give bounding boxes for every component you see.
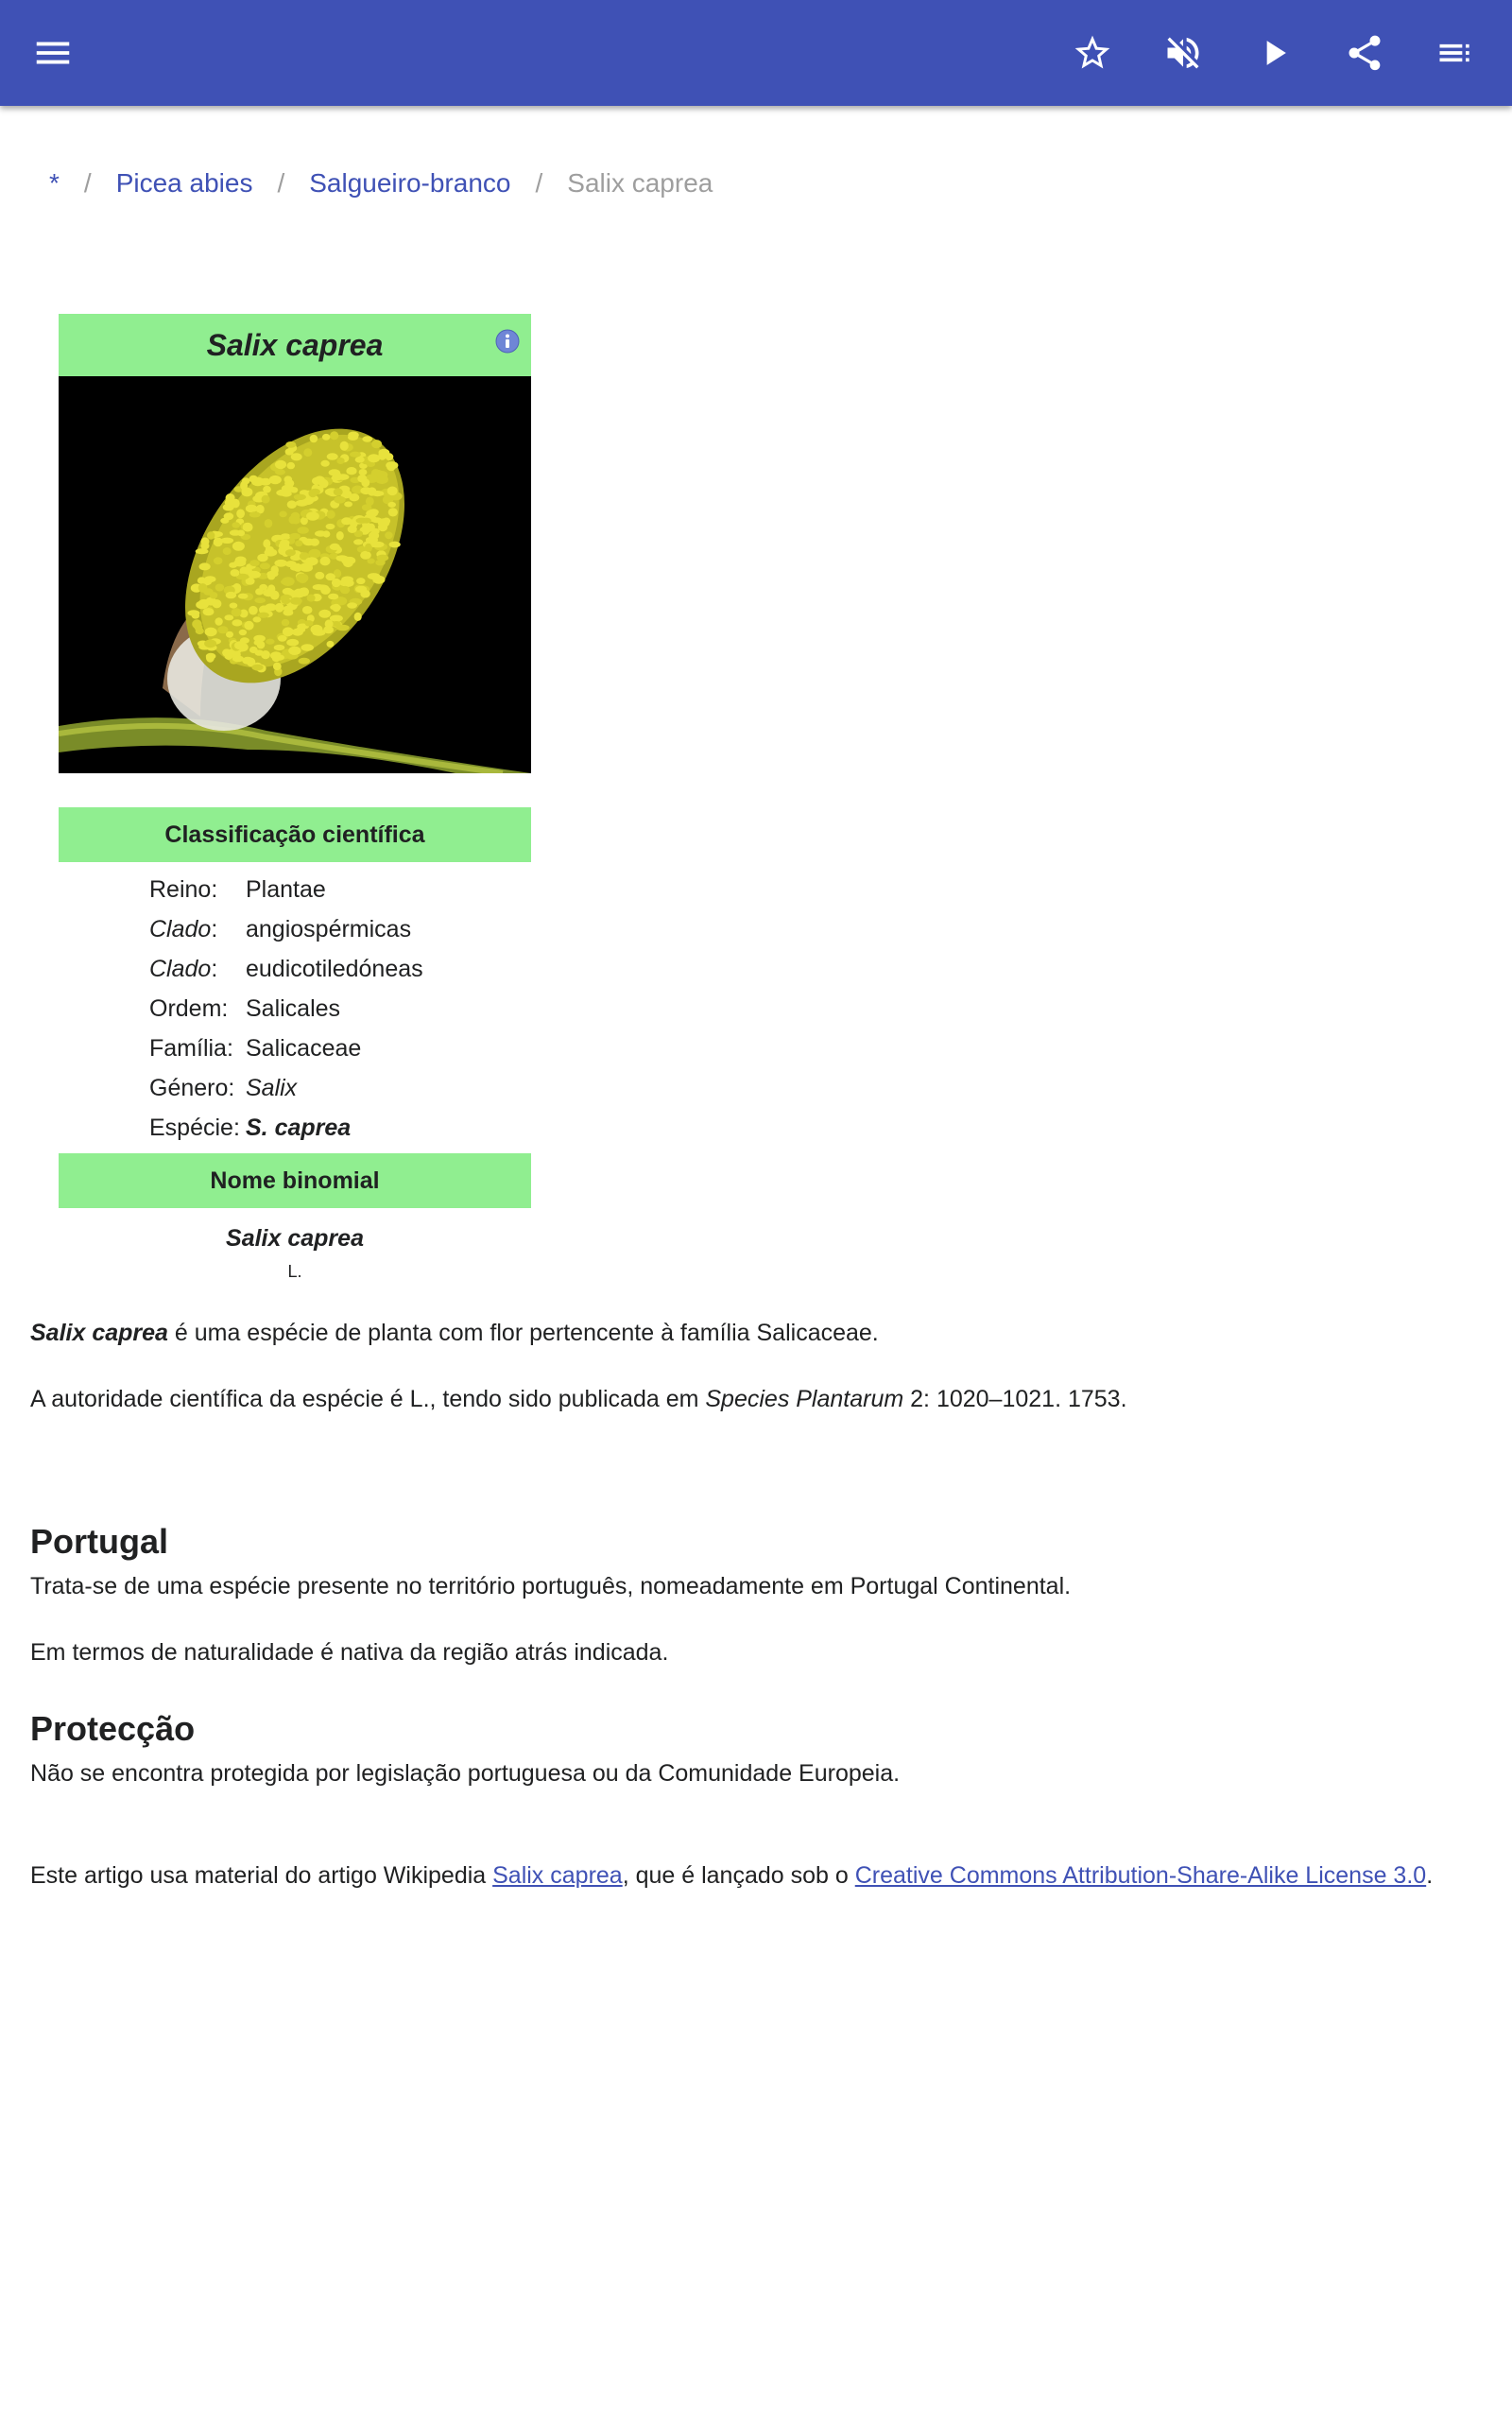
license-link[interactable]: Creative Commons Attribution-Share-Alike License 3.0 — [854, 1862, 1427, 1889]
taxonomy-value: Plantae — [246, 875, 326, 903]
intro-text: é uma espécie de planta com flor pertencente à família Salicaceae. — [167, 1320, 879, 1346]
heading-portugal: Portugal — [30, 1522, 169, 1561]
attribution-text-before: Este artigo usa material do artigo Wikipedia — [30, 1862, 493, 1889]
taxonomy-key — [149, 956, 246, 983]
taxonomy-key: Género: — [149, 1074, 235, 1101]
taxonomy-value: Salix — [246, 1074, 298, 1101]
breadcrumb-picea-abies[interactable]: Picea abies — [115, 168, 253, 198]
star-outline-icon — [1072, 32, 1113, 74]
wikipedia-article-link[interactable]: Salix caprea — [492, 1862, 623, 1889]
binomial-name: Salix caprea — [226, 1225, 364, 1252]
contents-button[interactable] — [1410, 8, 1501, 98]
breadcrumb-current: Salix caprea — [567, 168, 713, 198]
intro-species-name: Salix caprea — [30, 1320, 168, 1346]
taxonomy-value: Salicales — [246, 994, 341, 1022]
heading-proteccao: Protecção — [30, 1709, 196, 1748]
breadcrumb-separator: / — [83, 168, 92, 198]
mute-button[interactable] — [1138, 8, 1228, 98]
taxonomy-row — [149, 870, 531, 909]
attribution-text-after: . — [1426, 1862, 1434, 1889]
attribution-paragraph — [30, 1862, 1433, 1890]
authority-text-after: 2: 1020–1021. 1753. — [903, 1386, 1127, 1412]
play-button[interactable] — [1228, 8, 1319, 98]
taxonomy-value: Salicaceae — [246, 1034, 362, 1062]
infobox-title — [59, 314, 531, 376]
proteccao-paragraph: Não se encontra protegida por legislação portuguesa ou da Comunidade Europeia. — [30, 1760, 901, 1787]
taxonomy-key-colon: : — [211, 915, 218, 942]
intro-paragraph — [30, 1320, 879, 1347]
taxonomy-row — [149, 1028, 531, 1068]
authority-text-before: A autoridade científica da espécie é L., tendo sido publicada em — [30, 1386, 706, 1412]
breadcrumb-separator: / — [535, 168, 543, 198]
taxonomy-row — [149, 1108, 531, 1148]
taxonomy-key: Reino: — [149, 875, 218, 903]
binomial-authority: L. — [287, 1262, 302, 1281]
menu-button[interactable] — [25, 28, 81, 78]
breadcrumb-home[interactable]: * — [49, 168, 60, 198]
breadcrumb — [49, 168, 713, 199]
breadcrumb-salgueiro-branco[interactable]: Salgueiro-branco — [309, 168, 511, 198]
taxonomy-key: Família: — [149, 1034, 233, 1062]
taxonomy-key: Espécie: — [149, 1114, 240, 1141]
taxonomy-row — [149, 909, 531, 949]
taxonomy-table — [59, 870, 531, 1148]
taxonomy-row — [149, 1068, 531, 1108]
app-bar — [0, 0, 1512, 106]
playlist-icon — [1435, 32, 1476, 74]
menu-icon — [31, 31, 75, 75]
breadcrumb-separator: / — [277, 168, 285, 198]
taxonomy-row — [149, 989, 531, 1028]
share-button[interactable] — [1319, 8, 1410, 98]
authority-paragraph — [30, 1386, 1127, 1413]
taxonomy-key-italic[interactable]: Clado — [149, 915, 212, 942]
info-icon[interactable] — [495, 329, 520, 354]
taxonomy-value: S. caprea — [246, 1114, 352, 1141]
play-icon — [1253, 32, 1295, 74]
taxonomy-key-colon: : — [211, 955, 218, 982]
section-classification: Classificação científica — [59, 807, 531, 862]
volume-off-icon — [1162, 32, 1204, 74]
authority-publication: Species Plantarum — [705, 1386, 904, 1412]
catkin-photo[interactable] — [59, 376, 531, 773]
taxonomy-key: Ordem: — [149, 994, 229, 1022]
portugal-paragraph-2: Em termos de naturalidade é nativa da região atrás indicada. — [30, 1639, 669, 1666]
bookmark-button[interactable] — [1047, 8, 1138, 98]
section-binomial: Nome binomial — [59, 1153, 531, 1208]
taxonomy-row — [149, 949, 531, 989]
share-icon — [1344, 32, 1385, 74]
portugal-paragraph-1: Trata-se de uma espécie presente no território português, nomeadamente em Portugal Continental. — [30, 1573, 1072, 1599]
infobox-title-text: Salix caprea — [206, 327, 384, 362]
infobox — [59, 314, 531, 1282]
attribution-text-middle: , que é lançado sob o — [622, 1862, 855, 1889]
taxonomy-key-italic[interactable]: Clado — [149, 955, 212, 982]
taxonomy-value: eudicotiledóneas — [246, 955, 423, 982]
taxonomy-value: angiospérmicas — [246, 915, 412, 942]
taxonomy-key — [149, 916, 246, 943]
